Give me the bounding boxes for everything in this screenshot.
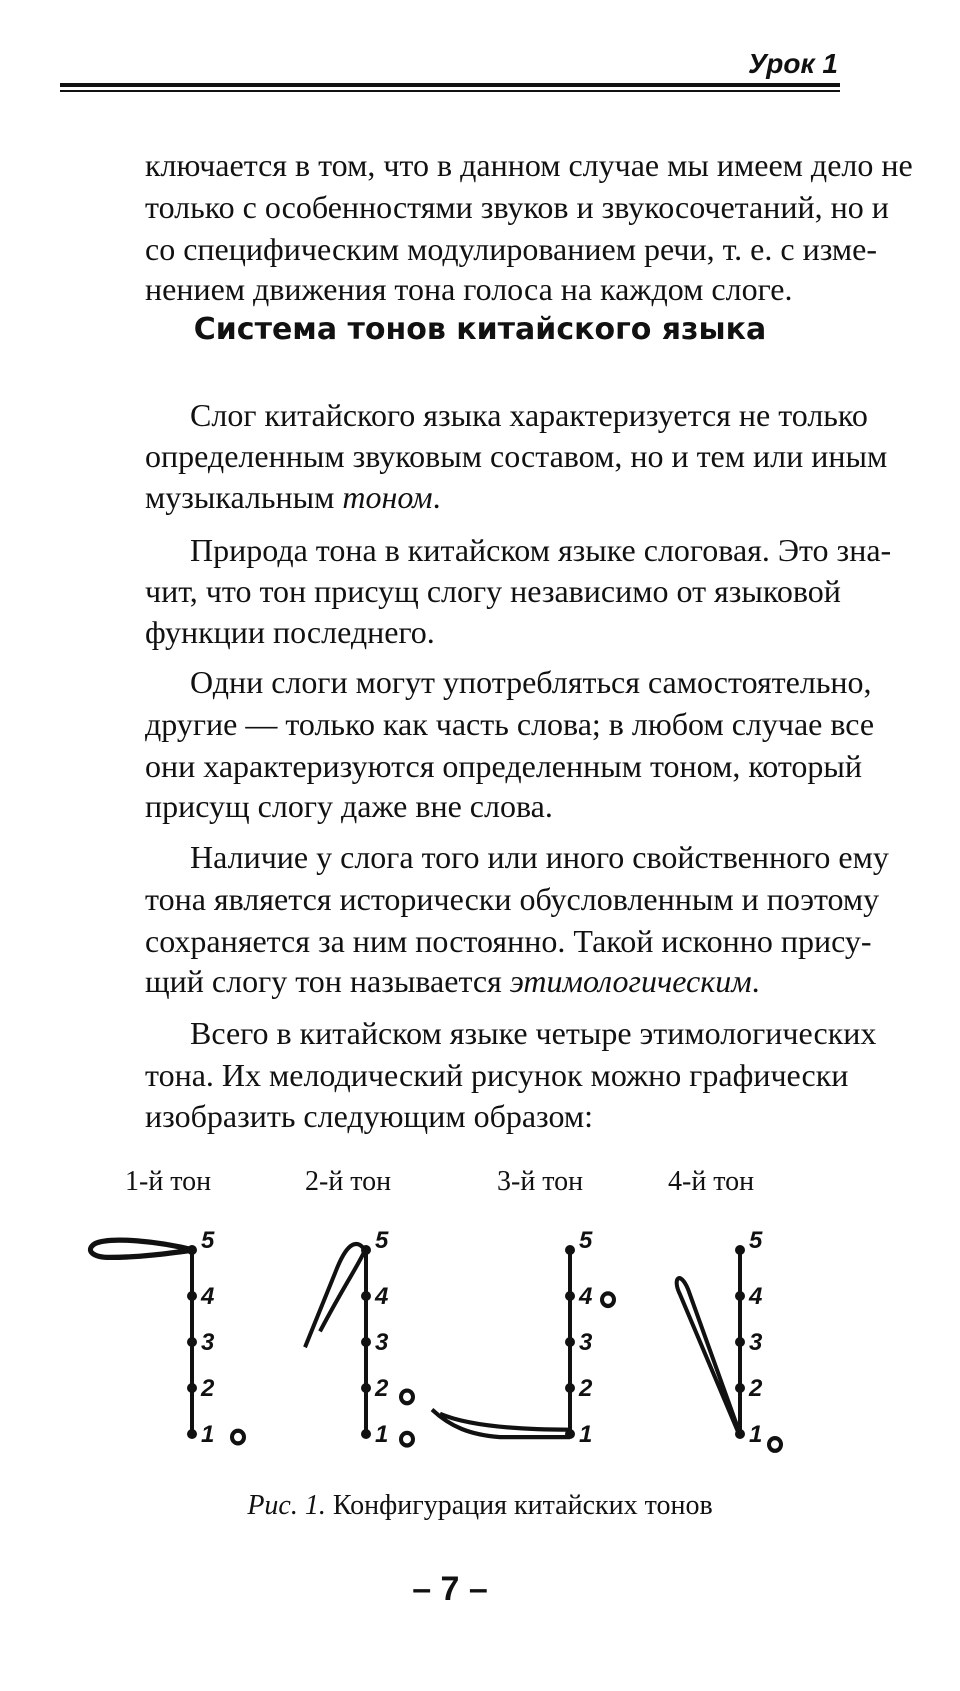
text: музыкальным bbox=[145, 479, 343, 515]
figure-caption bbox=[0, 1490, 960, 1522]
text-line: ключается в том, что в данном случае мы имеем дело не bbox=[145, 147, 913, 183]
text-line: присущ слогу даже вне слова. bbox=[145, 788, 553, 824]
scale-level-label: 2 bbox=[579, 1375, 593, 1402]
scale-point bbox=[735, 1245, 745, 1255]
scale-point bbox=[187, 1291, 197, 1301]
scale-point bbox=[565, 1337, 575, 1347]
scale-level-label: 5 bbox=[375, 1227, 389, 1254]
scale-point bbox=[565, 1245, 575, 1255]
scale-point bbox=[361, 1429, 371, 1439]
scale-level-label: 4 bbox=[579, 1283, 593, 1310]
scale-level-label: 2 bbox=[201, 1375, 215, 1402]
text: . bbox=[751, 963, 760, 999]
scale-point bbox=[735, 1337, 745, 1347]
text-line: тона является исторически обусловленным и поэтому bbox=[145, 881, 880, 917]
scale-level-label: 1 bbox=[375, 1421, 389, 1448]
scale-point bbox=[735, 1291, 745, 1301]
tone2-contour bbox=[305, 1244, 365, 1347]
scale-level-label: 2 bbox=[375, 1375, 389, 1402]
scale-point bbox=[187, 1429, 197, 1439]
section-title: Система тонов китайского языка bbox=[193, 312, 767, 347]
text-line: чит, что тон присущ слогу независимо от языковой bbox=[145, 573, 841, 609]
text-line: Всего в китайском языке четыре этимологических bbox=[190, 1015, 877, 1051]
text-line: Наличие у слога того или иного свойственного ему bbox=[190, 839, 889, 875]
neutral-tone-marker bbox=[401, 1433, 413, 1446]
caption-label: Рис. 1. bbox=[247, 1490, 326, 1521]
tone-label-3: 3-й тон bbox=[497, 1166, 584, 1197]
scale-level-label: 4 bbox=[749, 1283, 763, 1310]
scale-level-label: 1 bbox=[749, 1421, 763, 1448]
neutral-tone-marker bbox=[602, 1293, 614, 1306]
scale-level-label: 4 bbox=[201, 1283, 215, 1310]
scale-point bbox=[565, 1291, 575, 1301]
text-line: только с особенностями звуков и звукосочетаний, но и bbox=[145, 189, 889, 225]
text-line: тона. Их мелодический рисунок можно графически bbox=[145, 1057, 849, 1093]
scale-level-label: 5 bbox=[579, 1227, 593, 1254]
text-line: Природа тона в китайском языке слоговая. Это зна- bbox=[190, 532, 892, 568]
scale-point bbox=[565, 1383, 575, 1393]
text-line: другие — только как часть слова; в любом случае все bbox=[145, 706, 875, 742]
tone3-contour bbox=[432, 1410, 570, 1437]
text-line: Слог китайского языка характеризуется не только bbox=[190, 397, 868, 433]
text: щий слогу тон называется bbox=[145, 963, 510, 999]
term-tone: тоном bbox=[342, 479, 433, 515]
caption-text: Конфигурация китайских тонов bbox=[325, 1490, 713, 1521]
text-line: изобразить следующим образом: bbox=[145, 1098, 594, 1134]
tone-label-1: 1-й тон bbox=[125, 1166, 212, 1197]
text-line: Одни слоги могут употребляться самостоятельно, bbox=[190, 664, 872, 700]
scale-level-label: 1 bbox=[201, 1421, 215, 1448]
term-etymological: этимологическим bbox=[509, 963, 752, 999]
scale-point bbox=[187, 1337, 197, 1347]
scale-level-label: 5 bbox=[749, 1227, 763, 1254]
scale-level-label: 3 bbox=[749, 1329, 763, 1356]
text-line: сохраняется за ним постоянно. Такой исконно прису- bbox=[145, 923, 872, 959]
scale-level-label: 3 bbox=[201, 1329, 215, 1356]
scale-level-label: 1 bbox=[579, 1421, 593, 1448]
tone4-contour bbox=[677, 1278, 740, 1434]
text-line: они характеризуются определенным тоном, который bbox=[145, 748, 862, 784]
scale-point bbox=[187, 1383, 197, 1393]
tone-label-2: 2-й тон bbox=[305, 1166, 392, 1197]
scale-point bbox=[361, 1337, 371, 1347]
scale-level-label: 3 bbox=[375, 1329, 389, 1356]
neutral-tone-marker bbox=[769, 1438, 781, 1451]
tone1-contour bbox=[90, 1240, 193, 1257]
scale-level-label: 3 bbox=[579, 1329, 593, 1356]
neutral-tone-marker bbox=[401, 1391, 413, 1404]
scale-point bbox=[735, 1383, 745, 1393]
scale-level-label: 5 bbox=[201, 1227, 215, 1254]
scale-point bbox=[361, 1383, 371, 1393]
lesson-header: Урок 1 bbox=[747, 48, 838, 79]
scale-level-label: 4 bbox=[375, 1283, 389, 1310]
text-line: функции последнего. bbox=[145, 614, 435, 650]
scale-point bbox=[361, 1291, 371, 1301]
text: . bbox=[432, 479, 441, 515]
text-line: определенным звуковым составом, но и тем или иным bbox=[145, 438, 888, 474]
text-line: нением движения тона голоса на каждом слоге. bbox=[145, 271, 793, 307]
tone-label-4: 4-й тон bbox=[668, 1166, 755, 1197]
scale-level-label: 2 bbox=[749, 1375, 763, 1402]
page-number: – 7 – bbox=[412, 1570, 488, 1608]
neutral-tone-marker bbox=[232, 1431, 244, 1444]
text-line: со специфическим модулированием речи, т. е. с изме- bbox=[145, 231, 877, 267]
